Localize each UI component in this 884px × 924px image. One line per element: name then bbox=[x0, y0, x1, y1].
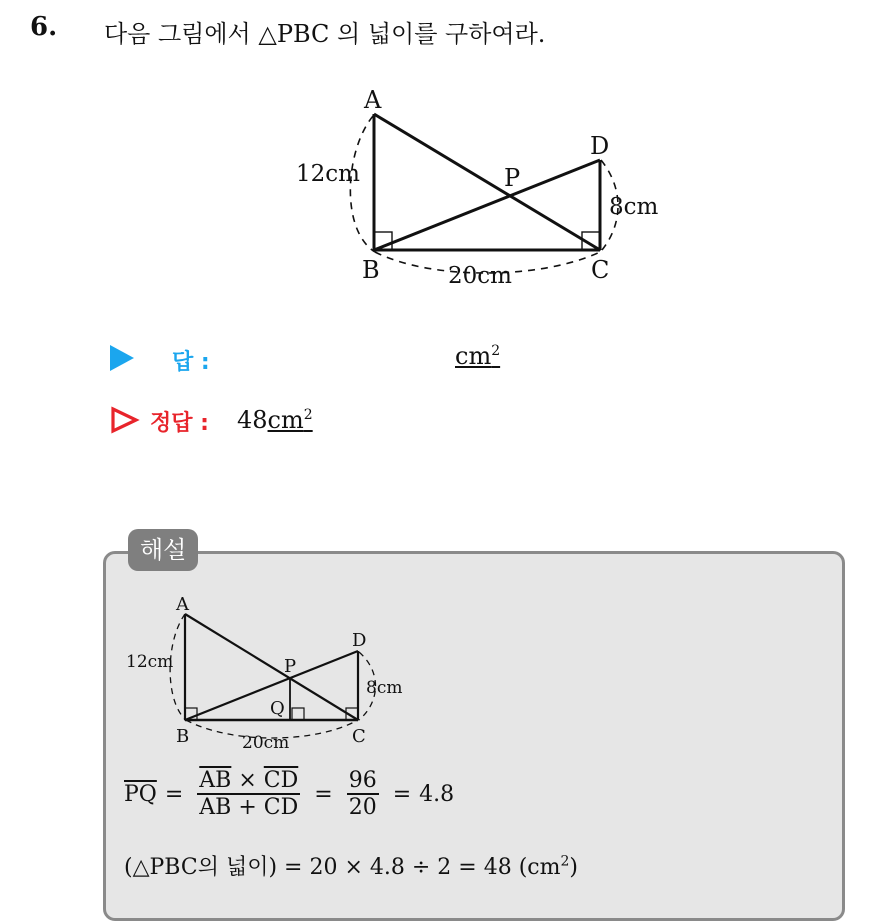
length-label-ab: 12cm bbox=[126, 652, 174, 672]
pq-result: 4.8 bbox=[419, 781, 455, 807]
fraction-96-20: $\frac{96}{20}$ bbox=[348, 768, 377, 820]
point-label-d: D bbox=[352, 630, 367, 651]
fraction-ab-cd: $\frac{\overline{AB} \times \overline{CD}}{\overline{AB} + \overline{CD}}$ bbox=[199, 768, 299, 820]
length-label-ab: 12cm bbox=[296, 161, 360, 187]
correct-answer-label: 정답 : bbox=[150, 411, 209, 436]
solution-figure bbox=[120, 592, 440, 752]
outline-triangle-icon bbox=[110, 406, 140, 434]
main-figure bbox=[280, 80, 700, 300]
solution-equation-area: (△PBC의 넓이) = 20 × 4.8 ÷ 2 = 48 $(cm^2)$ bbox=[124, 853, 578, 880]
right-angle-mark-q bbox=[292, 708, 304, 720]
question-text: 다음 그림에서 △PBC 의 넓이를 구하여라. bbox=[104, 20, 546, 48]
length-label-cd: 8cm bbox=[609, 194, 659, 220]
length-label-cd: 8cm bbox=[366, 678, 403, 698]
point-label-a: A bbox=[176, 594, 189, 615]
point-label-a: A bbox=[364, 86, 382, 114]
question-number: 6. bbox=[30, 12, 58, 42]
length-label-bc: 20cm bbox=[448, 263, 512, 289]
segment-ac bbox=[374, 114, 600, 250]
play-icon bbox=[110, 345, 134, 371]
segment-bd bbox=[374, 160, 600, 250]
length-label-bc: 20cm bbox=[242, 733, 290, 752]
point-label-p: P bbox=[284, 656, 297, 677]
point-label-q: Q bbox=[270, 698, 285, 719]
point-label-b: B bbox=[362, 256, 380, 284]
pq-symbol: $\overline{PQ}$ bbox=[124, 781, 157, 807]
answer-unit: $cm^2$ bbox=[455, 342, 501, 370]
answer-label: 답 : bbox=[172, 350, 210, 375]
point-label-d: D bbox=[590, 132, 610, 160]
point-label-c: C bbox=[591, 256, 610, 284]
correct-answer-value: $48cm^2$ bbox=[237, 406, 313, 434]
solution-tag: 해설 bbox=[128, 529, 198, 571]
solution-equation-pq: $\overline{PQ}$ = $\frac{\overline{AB} \times \overline{CD}}{\overline{AB} + \overline{CD}}$ = $\frac{96}{20}$ = 4.8 bbox=[124, 768, 455, 820]
point-label-p: P bbox=[504, 164, 521, 192]
point-label-b: B bbox=[176, 726, 190, 747]
point-label-c: C bbox=[352, 726, 366, 747]
